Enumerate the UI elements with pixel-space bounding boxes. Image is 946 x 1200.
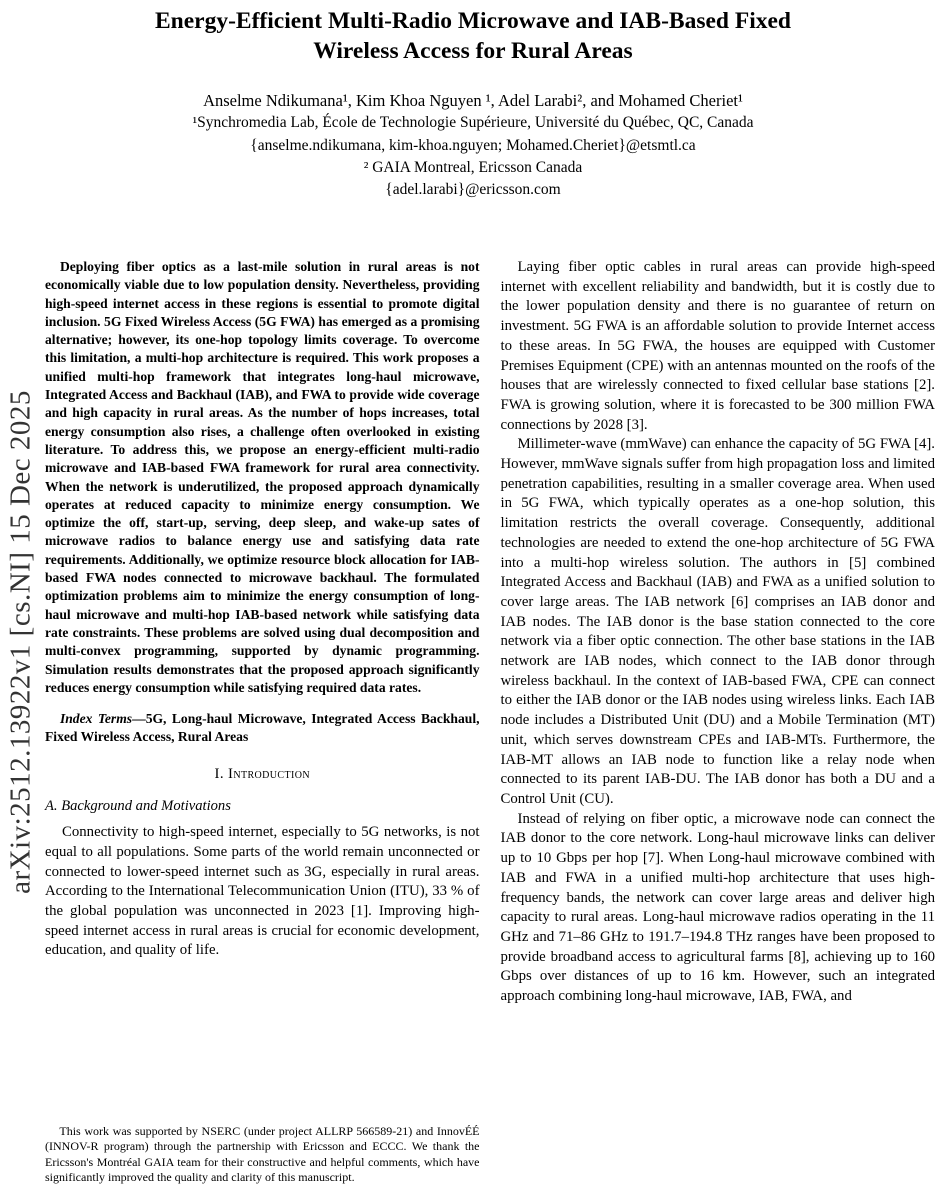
paper-title-line1: Energy-Efficient Multi-Radio Microwave and IAB-Based Fixed (155, 8, 791, 34)
intro-paragraph-1: Connectivity to high-speed internet, especially to 5G networks, is not equal to all populations. Some parts of the world remain unconnected or connected to lower-speed internet such as 3G, especially in rural areas. According to the International Telecommunication Union (ITU), 33 % of the global population was unconnected in 2023 [1]. Improving high-speed internet access in rural areas is crucial for economic development, education, and quality of life. (45, 824, 480, 959)
paper-header (0, 0, 946, 202)
section-heading-introduction: I. Introduction (214, 765, 310, 782)
right-column (501, 258, 936, 1186)
funding-footnote: This work was supported by NSERC (under project ALLRP 566589-21) and InnovÉÉ (INNOV-R program) through the partnership with Ericsson and ECCC. We thank the Ericsson's Montréal GAIA team for their constructive and helpful comments, which have significantly improved the quality and clarity of this manuscript. (45, 1123, 480, 1185)
email-line-1: {anselme.ndikumana, kim-khoa.nguyen; Mohamed.Cheriet}@etsmtl.ca (250, 136, 696, 154)
intro-paragraph-2: Laying fiber optic cables in rural areas can provide high-speed internet with excellent reliability and bandwidth, but it is costly due to the lower population density and there is no guarantee of return on investment. 5G FWA is an affordable solution to provide Internet access to these areas. In 5G FWA, the houses are equipped with Customer Premises Equipment (CPE) with an antennas mounted on the roofs of the houses that are wirelessly connected to fixed cellular base stations [2]. FWA is growing solution, where it is forecasted to be 300 million FWA connections by 2028 [3]. (500, 259, 935, 433)
authors-line: Anselme Ndikumana¹, Kim Khoa Nguyen ¹, Adel Larabi², and Mohamed Cheriet¹ (203, 91, 743, 111)
affiliation-2: ² GAIA Montreal, Ericsson Canada (363, 159, 583, 177)
email-line-2: {adel.larabi}@ericsson.com (385, 181, 561, 199)
two-column-body (45, 258, 935, 1186)
index-terms-label: Index Terms (59, 711, 133, 727)
intro-paragraph-4: Instead of relying on fiber optic, a microwave node can connect the IAB donor to the core network. Long-haul microwave links can deliver up to 10 Gbps per hop [7]. When Long-haul microwave combined with IAB and FWA in a unified multi-hop architecture that uses high-frequency bands, the network can cover large areas and deliver high capacity to rural areas. Long-haul microwave radios operating in the 11 GHz and 71–86 GHz to 191.7–194.8 THz ranges have been proposed to provide broadband access to agricultural farms [8], achieving up to 160 Gbps over distances of up to 16 km. However, such an integrated approach combining long-haul microwave, IAB, FWA, and (500, 810, 935, 1005)
intro-paragraph-3: Millimeter-wave (mmWave) can enhance the capacity of 5G FWA [4]. However, mmWave signals suffer from high propagation loss and limited penetration capabilities, resulting in a smaller coverage area. When used in 5G FWA, which typically operates as a one-hop solution, this limitation restricts the overall coverage. Consequently, additional technologies are needed to extend the one-hop architecture of 5G FWA into a multi-hop wireless solution. The authors in [5] combined Integrated Access and Backhaul (IAB) and FWA as a unified solution to cover large areas. The IAB network [6] comprises an IAB donor and IAB nodes. The IAB donor is the base station connected to the core network via a fiber optic connection. The other base stations in the IAB network are IAB nodes, which connect to the IAB donor through wireless backhaul. In the context of IAB-based FWA, CPE can connect to either the IAB donor or the IAB nodes using wireless links. Each IAB node includes a Distributed Unit (DU) and a Mobile Termination (MT) unit, which serves downstream CPEs and IAB-MTs. Furthermore, the IAB-MT allows an IAB node to function like a relay node when connected to its parent IAB-DU. The IAB donor has both a DU and a Control Unit (CU). (500, 436, 935, 807)
index-terms-text: —5G, Long-haul Microwave, Integrated Access Backhaul, Fixed Wireless Access, Rural Areas (45, 711, 480, 745)
paper-title-line2: Wireless Access for Rural Areas (313, 38, 633, 65)
affiliation-1: ¹Synchromedia Lab, École de Technologie Supérieure, Université du Québec, QC, Canada (192, 114, 754, 132)
paper-title (0, 6, 946, 66)
abstract-paragraph: Deploying fiber optics as a last-mile solution in rural areas is not economically viable due to low population density. Nevertheless, providing high-speed internet access in these regions is essential to promote digital inclusion. 5G Fixed Wireless Access (5G FWA) has emerged as a promising alternative; however, its one-hop topology limits coverage. To overcome this limitation, a multi-hop architecture is required. This work proposes a unified multi-hop framework that integrates long-haul microwave, Integrated Access and Backhaul (IAB), and FWA to provide wide coverage and high capacity in rural areas. As the number of hops increases, total energy consumption also rises, a challenge often overlooked in existing literature. To address this, we propose an energy-efficient multi-radio microwave and IAB-based FWA framework for rural area connectivity. When the network is underutilized, the proposed approach dynamically operates at reduced capacity to minimize energy consumption. We optimize the off, start-up, serving, deep sleep, and wake-up sates of microwave radios to balance energy use and satisfying data rate requirements. Additionally, we optimize resource block allocation for IAB-based FWA nodes connected to microwave backhaul. The formulated optimization problems aim to minimize the energy consumption of long-haul microwave and multi-hop IAB-based network while satisfying data rate constraints. These problems are solved using dual decomposition and multi-convex programming, supported by dynamic programming. Simulation results demonstrates that the proposed approach significantly reduces energy consumption while satisfying required data rates. (45, 259, 480, 695)
arxiv-watermark: arXiv:2512.13922v1 [cs.NI] 15 Dec 2025 (4, 390, 37, 894)
index-terms (45, 710, 480, 747)
subsection-heading-background: A. Background and Motivations (45, 798, 231, 815)
left-column (45, 258, 480, 1186)
